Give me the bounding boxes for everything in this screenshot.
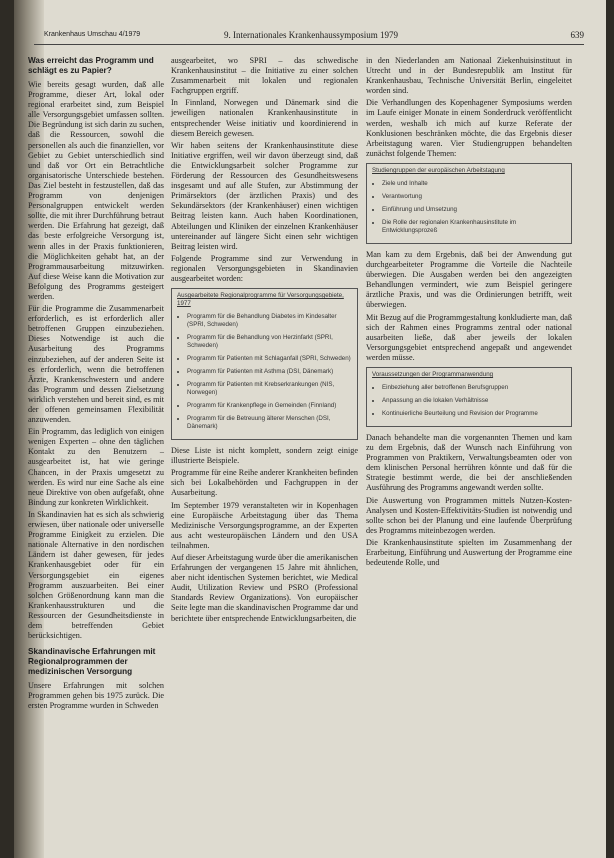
box-title: Voraussetzungen der Programmanwendung [372,370,494,378]
column-left [28,56,164,713]
paragraph: Die Auswertung von Programmen mittels Nutzen-Kosten-Analysen und Kosten-Effektivitäts-Studien ist notwendig und sollte schon bei der Planung und eine laufende Überprüfung des Programms miteinbezogen werden. [366,495,572,535]
list-item: • Programm für Krankenpflege in Gemeinden (Finnland) [187,402,352,410]
list-item: • Verantwortung [382,193,566,201]
paragraph: ausgearbeitet, wo SPRI – das schwedische Krankenhausinstitut – die Initiative zu einer solchen Zusammenarbeit mit lokalen und regionalen Fachgruppen ergriff. [171,56,358,96]
list-item: • Programm für die Behandlung Diabetes im Kindesalter (SPRI, Schweden) [187,313,352,329]
study-groups-box [366,163,572,244]
box-title: Studiengruppen der europäischen Arbeitstagung [372,166,505,174]
paragraph: Programme für eine Reihe anderer Krankheiten befinden sich bei Lokalbehörden und Fachgruppen in der Ausarbeitung. [171,468,358,498]
list-item: • Kontinuierliche Beurteilung und Revision der Programme [382,410,566,418]
paragraph: Mit Bezug auf die Programmgestaltung konkludierte man, daß sich der Rahmen eines Programms zentral oder national ausarbeiten ließe, daß aber jeweils der lokalen Versorgungsgebiet entsprechend angepaßt und angewendet werden müsse. [366,312,572,362]
column-right [366,56,572,570]
list-item: • Ziele und Inhalte [382,180,566,188]
paragraph: Im September 1979 veranstalteten wir in Kopenhagen eine Europäische Arbeitstagung über das Thema Medizinische Versorgungsprogramme, an der Experten aus acht westeuropäischen Ländern und den USA teilnahmen. [171,500,358,550]
paragraph: in den Niederlanden am Nationaal Ziekenhuisinstituut in Utrecht und in der Bundesrepublik am Institut für Krankenhausbau, Technische Universität Berlin, eingeleitet worden sind. [366,56,572,96]
paragraph: Wir haben seitens der Krankenhausinstitute diese Initiative ergriffen, weil wir davon überzeugt sind, daß die Entwicklungsarbeit solcher Programme zur Förderung der Ressourcen des Gesundheitswesens insgesamt und auf alle Stufen, zur Abstimmung der Primärsektors (der ärztlichen Praxis) und des Sekundärsektors (der Krankenhäuser) einen wichtigen Beitrag leisten kann. Auch haben Koordinationen, Abteilungen und Kliniken der einzelnen Krankenhäuser untereinander auf längere Sicht einen sehr wichtigen Beitrag leisten wird. [171,140,358,251]
section-heading-2: Skandinavische Erfahrungen mit Regionalprogrammen der medizinischen Versorgung [28,647,156,677]
list-item: • Programm für die Behandlung von Herzinfarkt (SPRI, Schweden) [187,334,352,350]
paragraph: Die Krankenhausinstitute spielten im Zusammenhang der Erarbeitung, Einführung und Auswertung der Programme eine bedeutende Rolle, und [366,537,572,568]
prerequisites-box [366,367,572,427]
running-header [34,30,584,45]
section-heading: Was erreicht das Programm und schlägt es zu Papier? [28,56,154,75]
paragraph: Man kam zu dem Ergebnis, daß bei der Anwendung gut durchgearbeiteter Programme die Vorteile die Nachteile überwiegen. Die Ausgaben werden bei den angezeigten Behandlungen vermindert, wie zum Beispiel geringere ärztliche Praxis, und was die Ordinierungen betrifft, weit überwiegen. [366,249,572,310]
paragraph: Unsere Erfahrungen mit solchen Programmen gehen bis 1975 zurück. Die ersten Programme wurden in Schweden [28,681,164,711]
list-item: • Programm für Patienten mit Asthma (DSI, Dänemark) [187,368,352,376]
list-item: • Die Rolle der regionalen Krankenhausinstitute im Entwicklungsprozeß [382,219,566,235]
paragraph: Auf dieser Arbeitstagung wurde über die amerikanischen Erfahrungen der vergangenen 15 Jahre mit ähnlichen, aber nicht identischen Systemen berichtet, wie Medical Audit, Utilization Review und PSRO (Professional Standards Review Organizations). Von europäischer Seite legte man die skandinavischen Programme dar und berichtete über entsprechende Entwicklungsarbeiten, die [171,553,358,623]
paragraph: Danach behandelte man die vorgenannten Themen und kam zu dem Ergebnis, daß der Wunsch nach Einführung von Programmen von Praktikern, Verwaltungsbeamten oder von dem klinischen Personal herrühren könnte und daß für die Strategie bestimmt werde, die bei der anschließenden Ausführung des Programms angewandt werden sollte. [366,432,572,493]
paragraph: Die Verhandlungen des Kopenhagener Symposiums werden im Laufe einiger Monate in einem Sonderdruck veröffentlicht werden, weshalb ich mich auf kurze Referate der Konklusionen beschränken möchte, die das Ergebnis dieser Arbeitstagung waren. Vier Studiengruppen behandelten zunächst folgende Themen: [366,98,572,158]
paragraph: In Finnland, Norwegen und Dänemark sind die jeweiligen nationalen Krankenhausinstitute in entsprechender Weise initiativ und koordinierend in diesem Bereich gewesen. [171,98,358,138]
list-item: • Programm für Patienten mit Schlaganfall (SPRI, Schweden) [187,355,352,363]
paragraph: Wie bereits gesagt wurden, daß alle Programme, dieser Art, lokal oder regional erarbeitet sind, zum Beispiel alle Versorgungsgebiet umfassen sollten. Die Begründung ist sich darin zu suchen, daß die Ressourcen, sowohl die personellen als auch die finanziellen, vor Gebiet zu Gebiet unterschiedlich sind und daß vor Ort ein Betrachtliche organisatorische Unterschiede bestehen. Das Ziel besteht in festzustellen, daß das Programm von denjenigen Personalgruppen entwickelt werden sollte, die mit ihrer Durchführung betraut werden. Die Erfahrung hat gezeigt, daß das beste erfolgreiche Versorgung ist, wenn alles in der Praxis funktionieren, die Möglichkeiten gehabt hat, an der Programmausarbeitung mitzuwirken. Auf diese Weise kann die Motivation zur Befolgung des Programms gesteigert werden. [28,80,164,301]
paragraph: Diese Liste ist nicht komplett, sondern zeigt einige illustrierte Beispiele. [171,446,358,466]
list-item: • Programm für die Betreuung älterer Menschen (DSI, Dänemark) [187,415,352,431]
programme-list-box [171,288,358,440]
journal-name: Krankenhaus Umschau 4/1979 [44,31,141,38]
paragraph: Ein Programm, das lediglich von einigen wenigen Experten – ohne den täglichen Kontakt zu den Benutzern – ausgearbeitet ist, hat wie geringe Chancen, in der Praxis umgesetzt zu werden. Es wird nur eine Sache als eine neue Direktive von oben aufgefaßt, ohne Bindung zur konkreten Wirklichkeit. [28,427,164,507]
paragraph: Folgende Programme sind zur Verwendung in regionalen Versorgungsgebieten in Skandinavien ausgearbeitet worden: [171,253,358,283]
list-item: • Anpassung an die lokalen Verhältnisse [382,397,566,405]
page-number: 639 [570,30,584,40]
document-page [14,0,606,858]
paragraph: In Skandinavien hat es sich als schwierig erwiesen, über nationale oder universelle Programme Einigkeit zu erzielen. Die nationale Alternative in den nordischen Ländern ist daher gewesen, für jedes Krankenhausgebiet oder für ein Versorgungsgebiet ein eigenes Programm auszuarbeiten. Bei einer solchen Größenordnung kann man die Krankenhausstrukturen und die Ressourcen der Gesundheitsdienste in dem betreffenden Gebiet berücksichtigen. [28,509,164,641]
column-middle [171,56,358,626]
list-item: • Einbeziehung aller betroffenen Berufsgruppen [382,384,566,392]
section-title: 9. Internationales Krankenhaussymposium 1979 [224,30,398,40]
paragraph: Für die Programme die Zusammenarbeit erforderlich, es ist erforderlich aller betroffenen Gruppen einzubeziehen. Dieses Notwendige ist auch die Ausarbeitung des Programms einzubeziehen, auf der anderen Seite ist es erforderlich, wenn die betroffenen Ärzte, Krankenschwestern und andere das Programm und dessen Zielsetzung wirklich verstehen und bereit sind, es mit der offenen gemeinsamen Flexibilität anzuwenden. [28,304,164,425]
box-title: Ausgearbeitete Regionalprogramme für Versorgungsgebiete, 1977 [177,292,344,308]
list-item: • Einführung und Umsetzung [382,206,566,214]
list-item: • Programm für Patienten mit Krebserkrankungen (NIS, Norwegen) [187,381,352,397]
